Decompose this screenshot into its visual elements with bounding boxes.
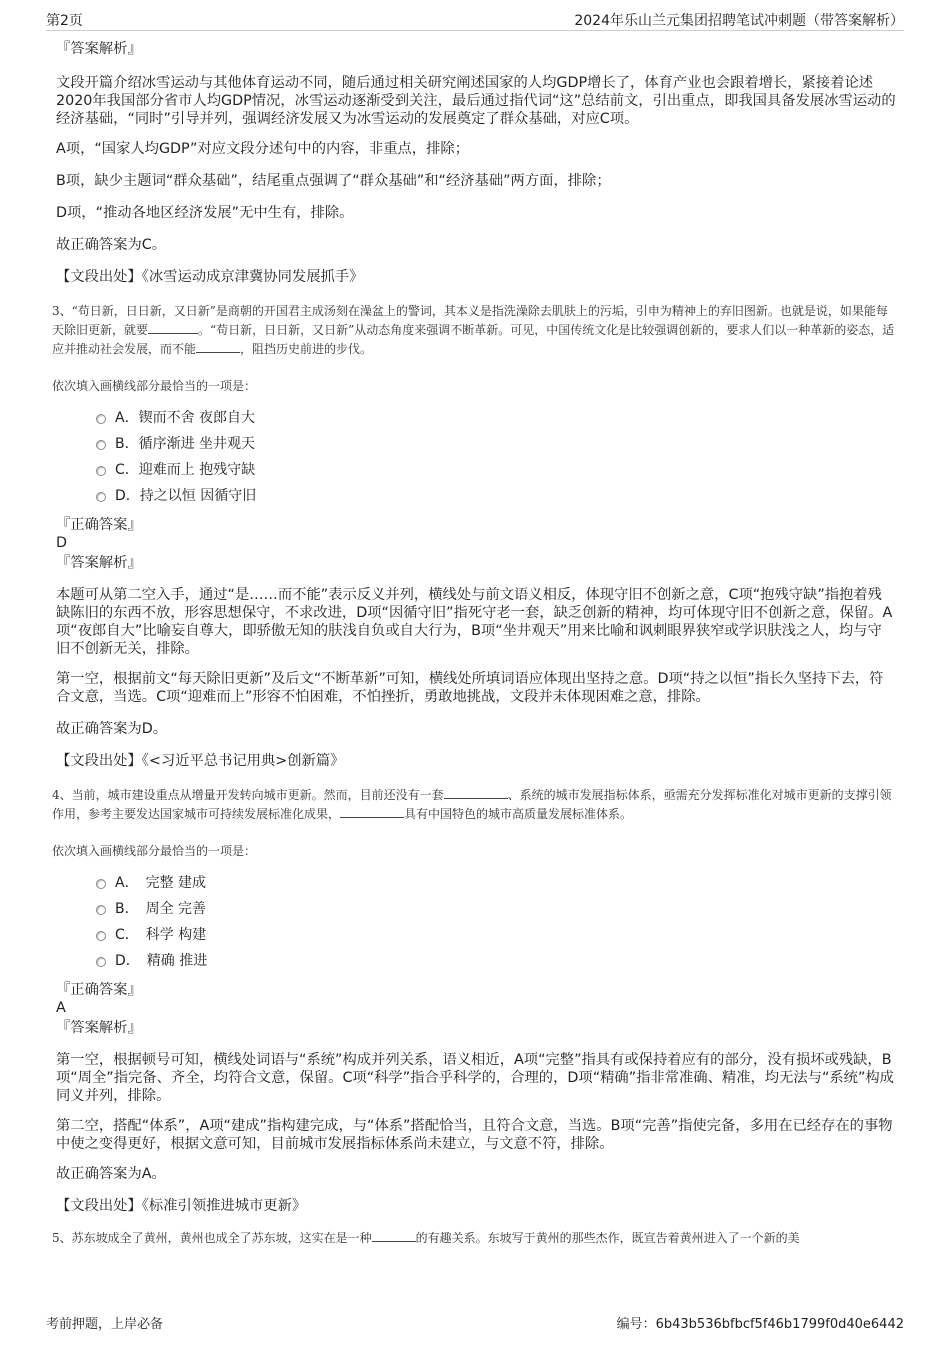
analysis-paragraph: D项，“推动各地区经济发展”无中生有，排除。 xyxy=(56,205,354,221)
source-citation: 【文段出处】《标准引领推进城市更新》 xyxy=(56,1198,307,1214)
document-title: 2024年乐山兰元集团招聘笔试冲刺题（带答案解析） xyxy=(574,13,904,29)
radio-icon[interactable] xyxy=(96,905,106,915)
analysis-paragraph: 第一空，根据顿号可知，横线处词语与“系统”构成并列关系，语义相近，A项“完整”指具有或保持着应有的部分，没有损坏或残缺，B项“周全”指完备、齐全，均符合文意，保留。C项“科学”指合乎科学的，合理的，D项“精确”指非常准确、精准，均无法与“系统”构成同义并列，排除。 xyxy=(56,1052,894,1104)
option-a[interactable]: A． 完整 建成 xyxy=(56,869,896,895)
question-hint: 依次填入画横线部分最恰当的一项是： xyxy=(52,844,257,858)
blank-line xyxy=(372,1230,416,1242)
analysis-paragraph: 第二空，搭配“体系”，A项“建成”指构建完成，与“体系”搭配恰当，且符合文意，当选。B项“完善”指使完备，多用在已经存在的事物中使之变得更好，根据文意可知，目前城市发展指标体系尚未建立，与文意不符，排除。 xyxy=(56,1118,893,1152)
correct-answer: D xyxy=(56,535,68,551)
blank-line xyxy=(340,806,404,818)
analysis-label: 『答案解析』 xyxy=(56,41,142,57)
option-b[interactable]: B． 周全 完善 xyxy=(56,895,896,921)
analysis-paragraph: 第一空，根据前文“每天除旧更新”及后文“不断革新”可知，横线处所填词语应体现出坚持之意。D项“持之以恒”指长久坚持下去，符合文意，当选。C项“迎难而上”形容不怕困难，不怕挫折，勇敢地挑战，文段并未体现困难之意，排除。 xyxy=(56,671,884,705)
analysis-paragraph: 本题可从第二空入手，通过“是……而不能”表示反义并列，横线处与前文语义相反，体现守旧不创新之意，C项“抱残守缺”指抱着残缺陈旧的东西不放，形容思想保守，不求改进，D项“因循守旧”指死守老一套，缺乏创新的精神，均可体现守旧不创新之意，保留。A项“夜郎自大”比喻妄自尊大，即骄傲无知的肤浅自负或自大行为，B项“坐井观天”用来比喻和讽刺眼界狭窄或学识肤浅之人，均与守旧不创新无关，排除。 xyxy=(56,587,893,657)
blank-line xyxy=(444,787,508,799)
analysis-paragraph: 文段开篇介绍冰雪运动与其他体育运动不同，随后通过相关研究阐述国家的人均GDP增长了，体育产业也会跟着增长，紧接着论述2020年我国部分省市人均GDP情况，冰雪运动逐渐受到关注，最后通过指代词“这”总结前文，引出重点，即我国具备发展冰雪运动的经济基础，“同时”引导并列，强调经济发展又为冰雪运动的发展奠定了群众基础，对应C项。 xyxy=(56,75,896,127)
source-citation: 【文段出处】《<习近平总书记用典>创新篇》 xyxy=(56,753,345,769)
question-stem: 4、当前，城市建设重点从增量开发转向城市更新。然而，目前还没有一套 、系统的城市发展指标体系，亟需充分发挥标准化对城市更新的支撑引领作用，参考主要发达国家城市可持续发展标准化成果， 具有中国特色的城市高质量发展标准体系。 xyxy=(52,788,892,821)
option-c[interactable]: C．迎难而上 抱残守缺 xyxy=(56,456,896,482)
document-body xyxy=(52,40,896,1248)
answer-statement: 故正确答案为A。 xyxy=(56,1166,166,1182)
question-stem: 3、“苟日新，日日新，又日新”是商朝的开国君主成汤刻在澡盆上的警词，其本义是指洗澡除去肌肤上的污垢，引申为精神上的弃旧图新。也就是说，如果能每天除旧更新，就要 。“苟日新，日日新，又日新”从动态角度来强调不断革新。可见，中国传统文化是比较强调创新的，要求人们以一种革新的姿态，适应并推动社会发展，而不能 ，阻挡历史前进的步伐。 xyxy=(52,304,895,356)
page-number: 第2页 xyxy=(46,13,83,29)
radio-icon[interactable] xyxy=(96,440,106,450)
page-footer xyxy=(46,1313,904,1332)
analysis-paragraph: B项，缺少主题词“群众基础”，结尾重点强调了“群众基础”和“经济基础”两方面，排除； xyxy=(56,173,611,189)
options-list xyxy=(56,404,896,508)
footer-slogan: 考前押题，上岸必备 xyxy=(46,1317,164,1332)
radio-icon[interactable] xyxy=(96,414,106,424)
answer-statement: 故正确答案为D。 xyxy=(56,721,168,737)
question-stem: 5、苏东坡成全了黄州，黄州也成全了苏东坡，这实在是一种 的有趣关系。东坡写于黄州的那些杰作，既宣告着黄州进入了一个新的美 xyxy=(52,1231,800,1245)
correct-answer-label: 『正确答案』 xyxy=(56,982,142,998)
blank-line xyxy=(196,341,240,353)
radio-icon[interactable] xyxy=(96,492,106,502)
option-c[interactable]: C． 科学 构建 xyxy=(56,921,896,947)
source-citation: 【文段出处】《冰雪运动成京津冀协同发展抓手》 xyxy=(56,269,364,285)
analysis-label: 『答案解析』 xyxy=(56,555,142,571)
radio-icon[interactable] xyxy=(96,931,106,941)
option-d[interactable]: D．持之以恒 因循守旧 xyxy=(56,482,896,508)
document-id: 编号：6b43b536bfbcf5f46b1799f0d40e6442 xyxy=(616,1317,904,1332)
option-a[interactable]: A．锲而不舍 夜郎自大 xyxy=(56,404,896,430)
answer-statement: 故正确答案为C。 xyxy=(56,237,167,253)
correct-answer-label: 『正确答案』 xyxy=(56,517,142,533)
option-d[interactable]: D． 精确 推进 xyxy=(56,947,896,973)
radio-icon[interactable] xyxy=(96,879,106,889)
analysis-label: 『答案解析』 xyxy=(56,1020,142,1036)
page-header xyxy=(46,10,904,31)
question-hint: 依次填入画横线部分最恰当的一项是： xyxy=(52,379,257,393)
analysis-paragraph: A项，“国家人均GDP”对应文段分述句中的内容，非重点，排除； xyxy=(56,141,469,157)
options-list xyxy=(56,869,896,973)
radio-icon[interactable] xyxy=(96,957,106,967)
option-b[interactable]: B．循序渐进 坐井观天 xyxy=(56,430,896,456)
radio-icon[interactable] xyxy=(96,466,106,476)
blank-line xyxy=(148,322,198,334)
correct-answer: A xyxy=(56,1000,66,1016)
